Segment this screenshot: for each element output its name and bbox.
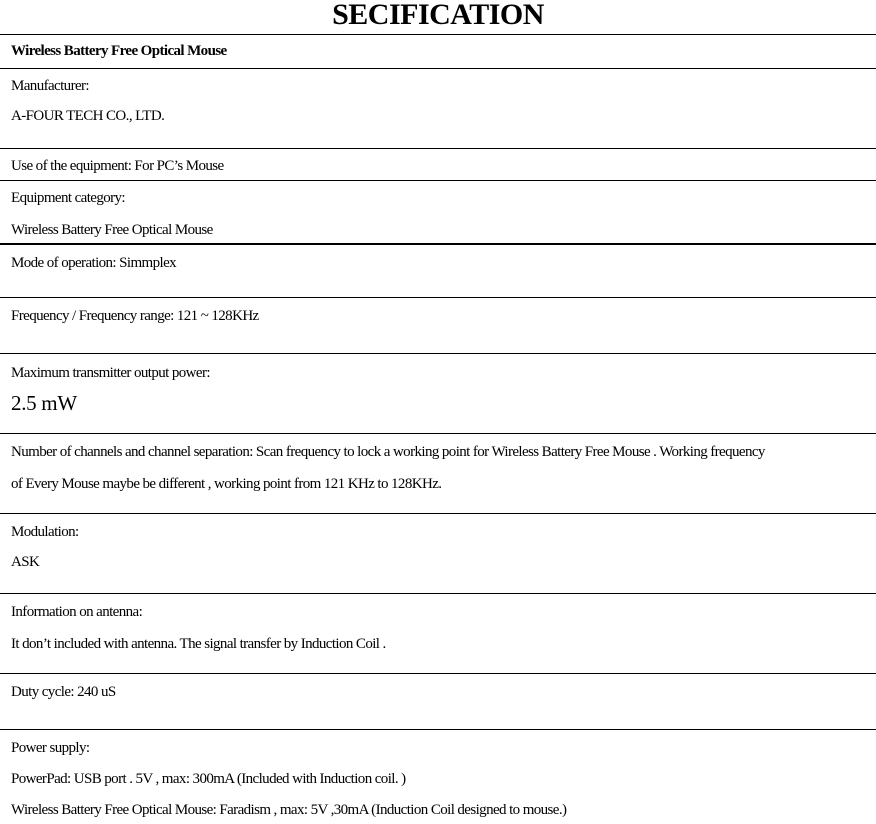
mode-section	[0, 243, 876, 297]
modulation-section	[0, 513, 876, 593]
use-section	[0, 148, 876, 180]
antenna-section	[0, 593, 876, 673]
power-supply-section	[0, 729, 876, 824]
category-label: Equipment category:	[11, 190, 125, 206]
modulation-value: ASK	[11, 554, 40, 570]
manufacturer-section	[0, 68, 876, 148]
manufacturer-label: Manufacturer:	[11, 78, 89, 94]
frequency-text: Frequency / Frequency range: 121 ~ 128KHz	[11, 308, 259, 324]
category-section	[0, 180, 876, 243]
output-power-label: Maximum transmitter output power:	[11, 365, 210, 381]
mode-text: Mode of operation: Simmplex	[11, 255, 177, 271]
modulation-label: Modulation:	[11, 524, 79, 540]
output-power-value: 2.5 mW	[11, 391, 77, 415]
category-value: Wireless Battery Free Optical Mouse	[11, 222, 213, 238]
power-supply-label: Power supply:	[11, 740, 90, 756]
power-supply-line-1: PowerPad: USB port . 5V , max: 300mA (Included with Induction coil. )	[11, 771, 406, 787]
use-text: Use of the equipment: For PC’s Mouse	[11, 158, 224, 174]
channels-section	[0, 433, 876, 513]
duty-cycle-section	[0, 673, 876, 729]
antenna-value: It don’t included with antenna. The signal transfer by Induction Coil .	[11, 636, 386, 652]
product-name-section	[0, 34, 876, 68]
duty-cycle-text: Duty cycle: 240 uS	[11, 684, 116, 700]
page-title: SECIFICATION	[332, 0, 544, 31]
manufacturer-value: A-FOUR TECH CO., LTD.	[11, 108, 165, 124]
antenna-label: Information on antenna:	[11, 604, 143, 620]
channels-line-2: of Every Mouse maybe be different , working point from 121 KHz to 128KHz.	[11, 476, 442, 492]
channels-line-1: Number of channels and channel separation: Scan frequency to lock a working point for Wireless Battery Free Mouse . Working frequency	[11, 444, 765, 460]
frequency-section	[0, 297, 876, 353]
product-name: Wireless Battery Free Optical Mouse	[11, 43, 227, 59]
output-power-section	[0, 353, 876, 433]
power-supply-line-2: Wireless Battery Free Optical Mouse: Faradism , max: 5V ,30mA (Induction Coil designed to mouse.)	[11, 802, 567, 818]
